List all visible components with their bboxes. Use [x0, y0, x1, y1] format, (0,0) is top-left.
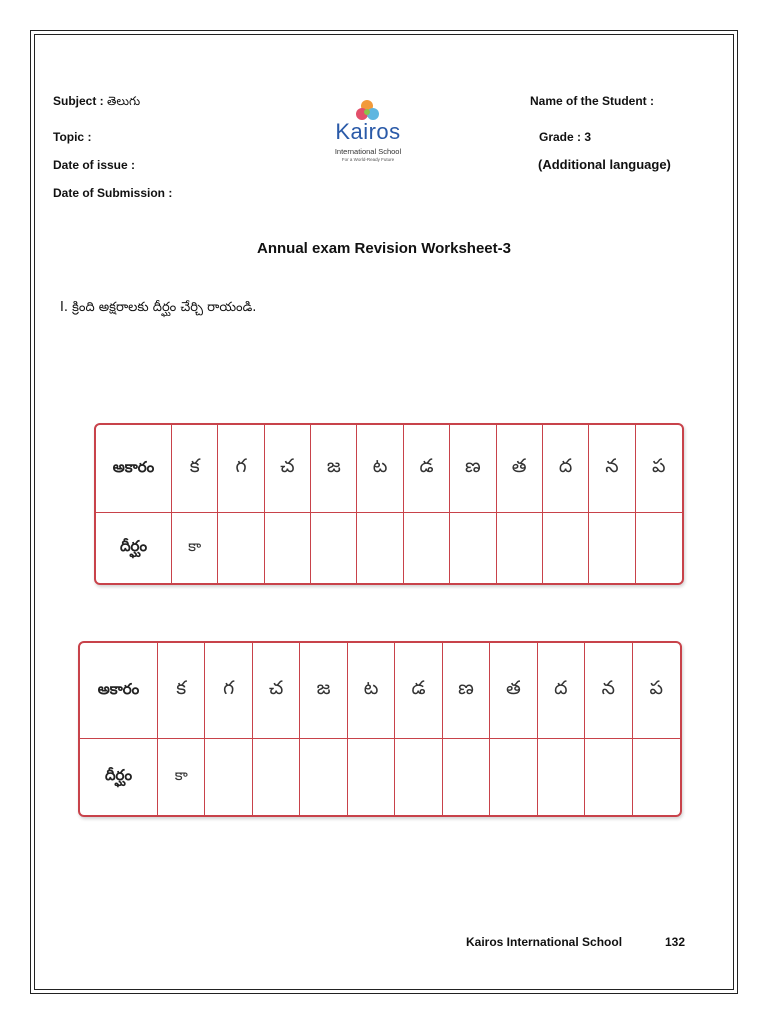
answer-cell[interactable]: [404, 513, 450, 583]
grade-label: Grade : 3: [539, 130, 592, 144]
letter-cell: క: [172, 425, 218, 513]
answer-cell[interactable]: [265, 513, 311, 583]
letter-cell: న: [589, 425, 635, 513]
row-header-deergham: దీర్ఘం: [80, 739, 158, 815]
page-number: 132: [665, 935, 686, 949]
date-of-issue-label: Date of issue :: [53, 158, 136, 172]
logo-tagline: For a World-Ready Future: [341, 157, 395, 162]
answer-cell[interactable]: [585, 739, 632, 815]
example-answer-cell: కా: [158, 739, 205, 815]
footer-school-name: Kairos International School: [466, 935, 623, 949]
letters-table-2: [78, 641, 682, 817]
letter-cell: త: [490, 643, 537, 739]
letter-cell: గ: [205, 643, 252, 739]
answer-cell[interactable]: [395, 739, 442, 815]
letter-cell: జ: [300, 643, 347, 739]
answer-cell[interactable]: [443, 739, 490, 815]
row-header-akaram: అకారం: [80, 643, 158, 739]
table-row: [96, 425, 682, 513]
letters-table-1: [94, 423, 684, 585]
topic-label: Topic :: [53, 130, 92, 144]
table-row: [96, 513, 682, 583]
school-logo: [318, 99, 418, 169]
answer-cell[interactable]: [205, 739, 252, 815]
letter-cell: ణ: [450, 425, 496, 513]
answer-cell[interactable]: [538, 739, 585, 815]
date-of-submission-label: Date of Submission :: [53, 186, 173, 200]
letter-cell: డ: [404, 425, 450, 513]
table-row: [80, 739, 680, 815]
letter-cell: చ: [265, 425, 311, 513]
row-header-deergham: దీర్ఘం: [96, 513, 172, 583]
letter-cell: గ: [218, 425, 264, 513]
subject-value: తెలుగు: [107, 94, 141, 108]
table-row: [80, 643, 680, 739]
letter-cell: జ: [311, 425, 357, 513]
logo-name: Kairos: [335, 119, 401, 144]
letter-cell: ద: [543, 425, 589, 513]
letter-cell: చ: [253, 643, 300, 739]
answer-cell[interactable]: [218, 513, 264, 583]
answer-cell[interactable]: [348, 739, 395, 815]
letter-cell: ప: [633, 643, 680, 739]
additional-language-label: (Additional language): [538, 157, 671, 172]
letter-cell: ట: [348, 643, 395, 739]
example-answer-cell: కా: [172, 513, 218, 583]
student-name-label: Name of the Student :: [530, 94, 655, 108]
letter-cell: ద: [538, 643, 585, 739]
letter-cell: త: [497, 425, 543, 513]
answer-cell[interactable]: [311, 513, 357, 583]
subject-label: Subject :: [53, 94, 104, 108]
answer-cell[interactable]: [633, 739, 680, 815]
question-instruction: I. క్రింది అక్షరాలకు దీర్ఘం చేర్చి రాయండి.: [60, 300, 257, 315]
answer-cell[interactable]: [497, 513, 543, 583]
logo-subtitle: International School: [334, 147, 402, 156]
letter-cell: డ: [395, 643, 442, 739]
answer-cell[interactable]: [253, 739, 300, 815]
letter-cell: ట: [357, 425, 403, 513]
letter-cell: న: [585, 643, 632, 739]
letter-cell: క: [158, 643, 205, 739]
letter-cell: ప: [636, 425, 682, 513]
answer-cell[interactable]: [589, 513, 635, 583]
answer-cell[interactable]: [357, 513, 403, 583]
answer-cell[interactable]: [636, 513, 682, 583]
answer-cell[interactable]: [450, 513, 496, 583]
subject-field: [53, 94, 140, 111]
answer-cell[interactable]: [543, 513, 589, 583]
answer-cell[interactable]: [300, 739, 347, 815]
answer-cell[interactable]: [490, 739, 537, 815]
worksheet-title: Annual exam Revision Worksheet-3: [257, 240, 511, 257]
letter-cell: ణ: [443, 643, 490, 739]
row-header-akaram: అకారం: [96, 425, 172, 513]
